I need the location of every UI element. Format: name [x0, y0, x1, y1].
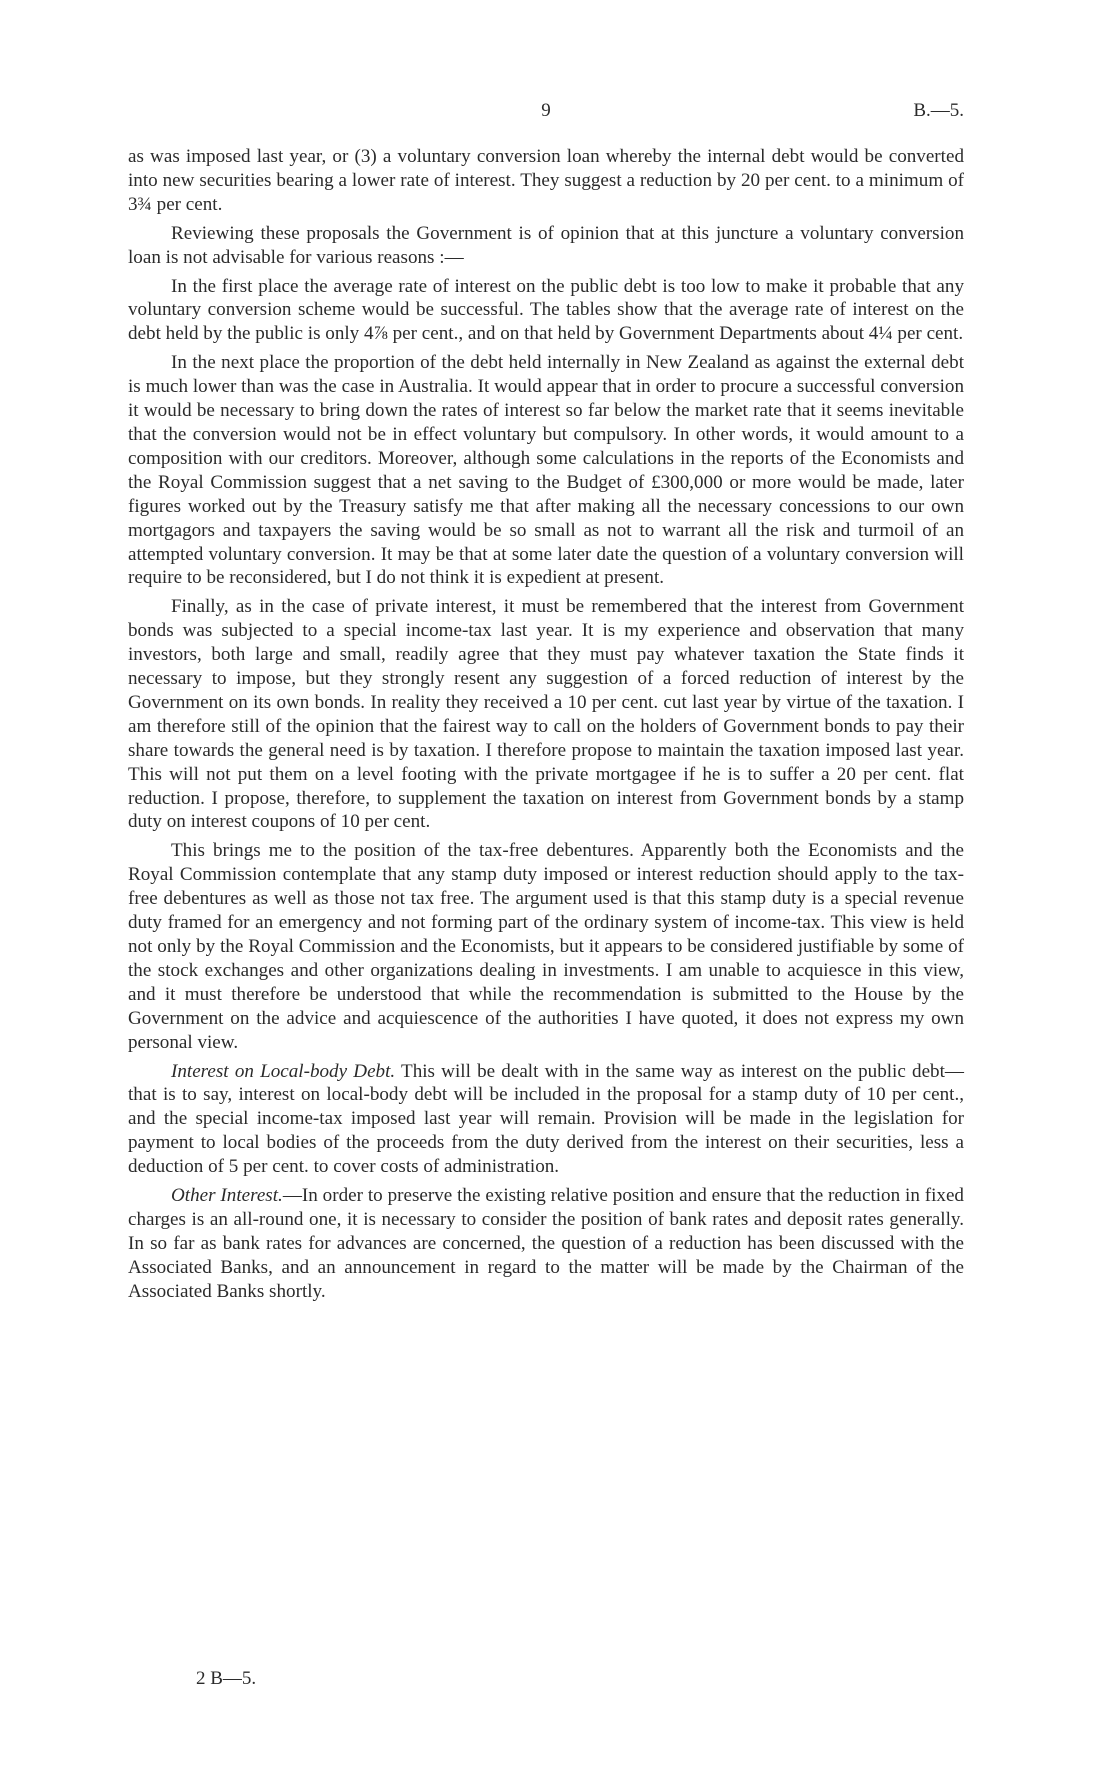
paragraph-finally	[128, 595, 964, 834]
paragraph-reviewing-proposals	[128, 222, 964, 270]
paragraph-text: —In order to preserve the existing relative position and ensure that the reduction in fixed charges is an all-round one, it is necessary to consider the position of bank rates and deposit rates generally. In so far as bank rates for advances are concerned, the question of a reduction has been discussed with the Associated Banks, and an announcement in regard to the matter will be made by the Chairman of the Associated Banks shortly.	[128, 1185, 964, 1302]
paragraph-text: In the next place the proportion of the debt held internally in New Zealand as against the external debt is much lower than was the case in Australia. It would appear that in order to procure a successful conversion it would be necessary to bring down the rates of interest so far below the market rate that it seems inevitable that the conversion would not be in effect voluntary but compulsory. In other words, it would amount to a composition with our creditors. Moreover, although some calculations in the reports of the Economists and the Royal Commission suggest that a net saving to the Budget of £300,000 or more would be made, later figures worked out by the Treasury satisfy me that after making all the necessary concessions to our own mortgagors and taxpayers the saving would be so small as not to warrant all the risk and turmoil of an attempted voluntary conversion. It may be that at some later date the question of a voluntary conversion will require to be reconsidered, but I do not think it is expedient at present.	[128, 352, 964, 589]
side-heading: Other Interest.	[171, 1185, 283, 1207]
paragraph-next-place	[128, 351, 964, 590]
paragraph-text: Reviewing these proposals the Government is of opinion that at this juncture a voluntary conversion loan is not advisable for various reasons :—	[128, 222, 964, 268]
paragraph-text: as was imposed last year, or (3) a voluntary conversion loan whereby the internal debt would be converted into new securities bearing a lower rate of interest. They suggest a reduction by 20 per cent. to a minimum of 3¾ per cent.	[128, 146, 964, 215]
paragraph-continuation	[128, 145, 964, 217]
page-header	[128, 100, 964, 128]
paragraph-text: This will be dealt with in the same way as interest on the public debt—that is to say, interest on local-body debt will be included in the proposal for a stamp duty of 10 per cent., and the special income-tax imposed last year will remain. Provision will be made in the legislation for payment to local bodies of the proceeds from the duty derived from the interest on their securities, less a deduction of 5 per cent. to cover costs of administration.	[128, 1060, 964, 1178]
paragraph-other-interest	[128, 1184, 964, 1304]
side-heading: Interest on Local-body Debt.	[171, 1060, 396, 1082]
paragraph-text: This brings me to the position of the tax-free debentures. Apparently both the Economists and the Royal Commission contemplate that any stamp duty imposed or interest reduction should apply to the tax-free debentures as well as those not tax free. The argument used is that this stamp duty is a special revenue duty framed for an emergency and not forming part of the ordinary system of income-tax. This view is held not only by the Royal Commission and the Economists, but it appears to be considered justifiable by some of the stock exchanges and other organizations dealing in investments. I am unable to acquiesce in this view, and it must therefore be understood that while the recommendation is submitted to the House by the Government on the advice and acquiescence of the authorities I have quoted, it does not express my own personal view.	[128, 840, 964, 1053]
body-text	[128, 145, 964, 1309]
document-reference: B.—5.	[913, 100, 964, 121]
paragraph-local-body-debt	[128, 1060, 964, 1180]
footer-signature: 2 B—5.	[196, 1668, 257, 1689]
paragraph-tax-free-debentures	[128, 839, 964, 1054]
paragraph-first-place	[128, 275, 964, 347]
paragraph-text: Finally, as in the case of private interest, it must be remembered that the interest from Government bonds was subjected to a special income-tax last year. It is my experience and observation that many investors, both large and small, readily agree that they must pay whatever taxation the State finds it necessary to impose, but they strongly resent any suggestion of a forced reduction of interest by the Government on its own bonds. In reality they received a 10 per cent. cut last year by virtue of the taxation. I am therefore still of the opinion that the fairest way to call on the holders of Government bonds to pay their share towards the general need is by taxation. I therefore propose to maintain the taxation imposed last year. This will not put them on a level footing with the private mortgagee if he is to suffer a 20 per cent. flat reduction. I propose, therefore, to supplement the taxation on interest from Government bonds by a stamp duty on interest coupons of 10 per cent.	[128, 596, 964, 833]
paragraph-text: In the first place the average rate of interest on the public debt is too low to make it probable that any voluntary conversion scheme would be successful. The tables show that the average rate of interest on the debt held by the public is only 4⅞ per cent., and on that held by Government Departments about 4¼ per cent.	[128, 275, 964, 345]
page-number: 9	[541, 100, 551, 121]
